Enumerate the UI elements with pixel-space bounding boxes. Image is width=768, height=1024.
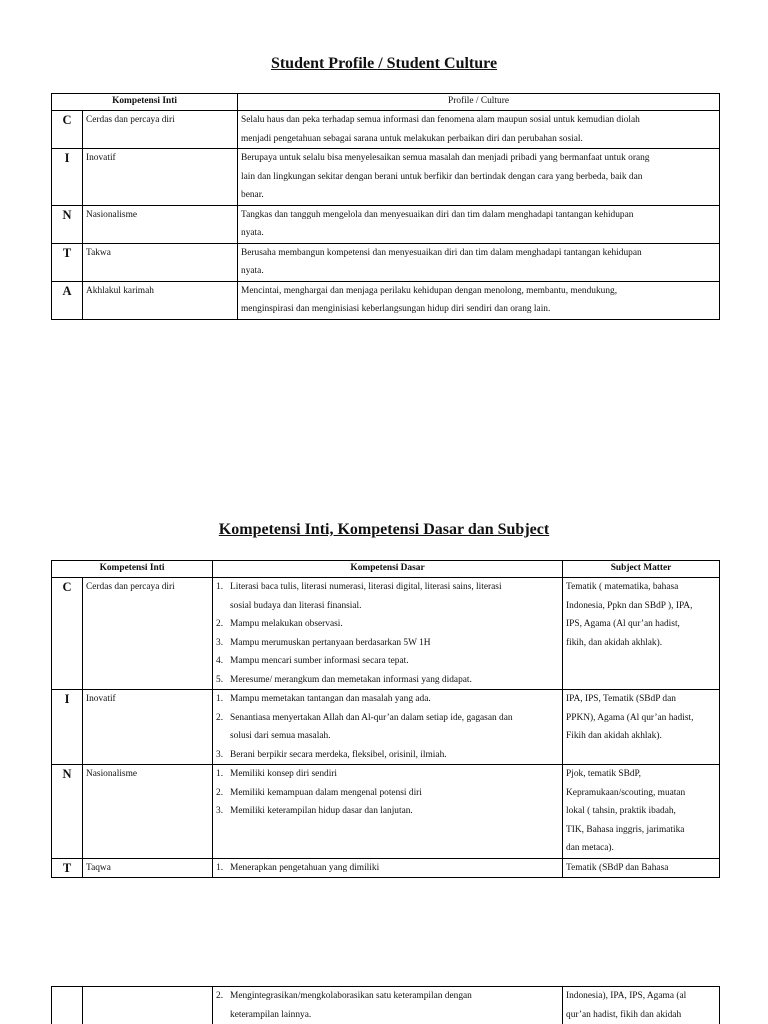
- list-item-text: sosial budaya dan literasi finansial.: [230, 600, 362, 611]
- subject-text: IPS, Agama (Al qur’an hadist,: [566, 619, 680, 629]
- list-number: 2.: [216, 787, 224, 798]
- profile-text: benar.: [241, 190, 264, 200]
- section-title-student-profile: Student Profile / Student Culture: [270, 55, 498, 72]
- row-competency: Nasionalisme: [83, 765, 213, 859]
- subject-text: Fikih dan akidah akhlak).: [566, 731, 662, 741]
- row-letter: C: [52, 111, 83, 149]
- row-letter: I: [52, 149, 83, 206]
- row-competency: Nasionalisme: [83, 205, 238, 243]
- table-row: [52, 765, 720, 859]
- profile-text: nyata.: [241, 266, 264, 276]
- list-item-text: Mampu merumuskan pertanyaan berdasarkan 5W 1H: [230, 637, 431, 648]
- row-competency: Taqwa: [83, 858, 213, 878]
- list-item-text: Literasi baca tulis, literasi numerasi, literasi digital, literasi sains, literasi: [230, 582, 502, 592]
- row-competency: Takwa: [83, 243, 238, 281]
- table-row: [52, 858, 720, 878]
- list-item-text: Senantiasa menyertakan Allah dan Al-qur’an dalam setiap ide, gagasan dan: [230, 712, 513, 723]
- profile-text: Mencintai, menghargai dan menjaga perilaku kehidupan dengan menolong, membantu, mendukung,: [241, 285, 618, 296]
- header-profile-culture: Profile / Culture: [238, 94, 720, 111]
- list-item-text: Mampu memetakan tantangan dan masalah yang ada.: [230, 694, 431, 704]
- list-item: [216, 765, 559, 784]
- student-profile-table: [51, 93, 720, 320]
- list-item: [216, 746, 559, 765]
- list-number: 4.: [216, 656, 224, 666]
- list-item: [216, 652, 559, 671]
- header-kompetensi-dasar: Kompetensi Dasar: [213, 561, 563, 578]
- list-number: 2.: [216, 712, 224, 723]
- subject-text: dan metaca).: [566, 843, 614, 853]
- row-letter: N: [52, 765, 83, 859]
- list-item-text: Mampu melakukan observasi.: [230, 619, 343, 629]
- list-number: 3.: [216, 637, 224, 648]
- row-letter: [52, 987, 83, 1024]
- header-kompetensi-inti: Kompetensi Inti: [52, 94, 238, 111]
- table-header-row: [52, 94, 720, 111]
- header-kompetensi-inti: Kompetensi Inti: [52, 561, 213, 578]
- row-letter: C: [52, 578, 83, 690]
- list-item: [216, 634, 559, 653]
- list-number: 1.: [216, 582, 224, 592]
- list-item-text: Memiliki konsep diri sendiri: [230, 769, 338, 779]
- competency-list: [216, 859, 559, 878]
- row-profile: [238, 205, 720, 243]
- profile-text: menjadi pengetahuan sebagai sarana untuk melakukan perbaikan diri dan perubahan sosial.: [241, 133, 583, 144]
- continuation-table: [51, 986, 720, 1024]
- row-kompetensi-dasar: [213, 578, 563, 690]
- list-item: [216, 709, 559, 746]
- table-row: [52, 578, 720, 690]
- list-item-text: Mengintegrasikan/mengkolaborasikan satu keterampilan dengan: [230, 991, 472, 1001]
- list-item-text: solusi dari semua masalah.: [230, 731, 331, 741]
- subject-text: Pjok, tematik SBdP,: [566, 769, 642, 779]
- subject-text: Indonesia, Ppkn dan SBdP ), IPA,: [566, 600, 693, 611]
- list-item: [216, 784, 559, 803]
- row-kompetensi-dasar: [213, 765, 563, 859]
- profile-text: nyata.: [241, 228, 264, 238]
- subject-text: PPKN), Agama (Al qur’an hadist,: [566, 712, 694, 723]
- table-row: [52, 281, 720, 319]
- profile-text: Berupaya untuk selalu bisa menyelesaikan semua masalah dan menjadi pribadi yang bermanfaat untuk orang: [241, 153, 650, 163]
- row-profile: [238, 281, 720, 319]
- row-letter: I: [52, 690, 83, 765]
- table-row: [52, 149, 720, 206]
- profile-text: Selalu haus dan peka terhadap semua informasi dan fenomena alam maupun sosial untuk kemudian diolah: [241, 115, 640, 125]
- competency-list: [216, 987, 559, 1024]
- list-number: 1.: [216, 862, 224, 873]
- section-title-kompetensi: Kompetensi Inti, Kompetensi Dasar dan Subject: [218, 521, 550, 538]
- row-subject-matter: [563, 765, 720, 859]
- row-competency: Cerdas dan percaya diri: [83, 578, 213, 690]
- row-letter: N: [52, 205, 83, 243]
- table-row: [52, 243, 720, 281]
- list-item-text: Memiliki kemampuan dalam mengenal potensi diri: [230, 787, 422, 798]
- row-profile: [238, 149, 720, 206]
- list-number: 1.: [216, 769, 224, 779]
- competency-list: [216, 765, 559, 821]
- profile-text: Tangkas dan tangguh mengelola dan menyesuaikan diri dan tim dalam menghadapi tantangan kehidupan: [241, 209, 634, 220]
- row-letter: T: [52, 243, 83, 281]
- table-header-row: [52, 561, 720, 578]
- competency-list: [216, 690, 559, 764]
- list-item-text: Berani berpikir secara merdeka, fleksibel, orisinil, ilmiah.: [230, 749, 447, 760]
- subject-text: Tematik (SBdP dan Bahasa: [566, 862, 669, 873]
- header-subject-matter: Subject Matter: [563, 561, 720, 578]
- list-item-text: keterampilan lainnya.: [230, 1009, 312, 1020]
- table-row: [52, 111, 720, 149]
- row-subject-matter: [563, 858, 720, 878]
- list-number: 3.: [216, 806, 224, 816]
- list-number: 5.: [216, 674, 224, 685]
- row-letter: T: [52, 858, 83, 878]
- list-number: 2.: [216, 619, 224, 629]
- row-letter: A: [52, 281, 83, 319]
- list-item-text: Meresume/ merangkum dan memetakan informasi yang didapat.: [230, 674, 472, 685]
- subject-text: Tematik ( matematika, bahasa: [566, 582, 679, 592]
- subject-text: qur’an hadist, fikih dan akidah: [566, 1009, 682, 1020]
- list-item: [216, 802, 559, 821]
- list-item: [216, 615, 559, 634]
- row-subject-matter: [563, 690, 720, 765]
- row-profile: [238, 243, 720, 281]
- list-item: [216, 859, 559, 878]
- profile-text: menginspirasi dan menginisiasi keberlangsungan hidup diri sendiri dan orang lain.: [241, 304, 551, 314]
- table-row: [52, 690, 720, 765]
- list-number: 1.: [216, 694, 224, 704]
- row-competency: [83, 987, 213, 1024]
- competency-list: [216, 578, 559, 689]
- table-row: [52, 205, 720, 243]
- list-number: 2.: [216, 991, 224, 1001]
- row-competency: Cerdas dan percaya diri: [83, 111, 238, 149]
- table-row: [52, 987, 720, 1024]
- list-item: [216, 578, 559, 615]
- list-number: 3.: [216, 749, 224, 760]
- list-item-text: Memiliki keterampilan hidup dasar dan lanjutan.: [230, 806, 413, 816]
- row-competency: Inovatif: [83, 149, 238, 206]
- row-kompetensi-dasar: [213, 690, 563, 765]
- subject-text: IPA, IPS, Tematik (SBdP dan: [566, 694, 676, 704]
- subject-text: lokal ( tahsin, praktik ibadah,: [566, 806, 676, 816]
- subject-text: Kepramukaan/scouting, muatan: [566, 787, 686, 798]
- list-item: [216, 690, 559, 709]
- row-competency: Akhlakul karimah: [83, 281, 238, 319]
- list-item-text: Menerapkan pengetahuan yang dimiliki: [230, 862, 380, 873]
- row-competency: Inovatif: [83, 690, 213, 765]
- row-subject-matter: [563, 987, 720, 1024]
- kompetensi-subject-table: [51, 560, 720, 878]
- subject-text: TIK, Bahasa inggris, jarimatika: [566, 824, 685, 835]
- list-item-text: Mampu mencari sumber informasi secara tepat.: [230, 656, 409, 666]
- row-kompetensi-dasar: [213, 858, 563, 878]
- subject-text: fikih, dan akidah akhlak).: [566, 637, 663, 648]
- profile-text: lain dan lingkungan sekitar dengan berani untuk berfikir dan bertindak dengan cara yang berbeda, baik dan: [241, 171, 643, 182]
- list-item: [216, 987, 559, 1024]
- row-profile: [238, 111, 720, 149]
- row-subject-matter: [563, 578, 720, 690]
- list-item: [216, 671, 559, 690]
- subject-text: Indonesia), IPA, IPS, Agama (al: [566, 991, 687, 1001]
- profile-text: Berusaha membangun kompetensi dan menyesuaikan diri dan tim dalam menghadapi tantangan kehidupan: [241, 247, 642, 258]
- row-kompetensi-dasar: [213, 987, 563, 1024]
